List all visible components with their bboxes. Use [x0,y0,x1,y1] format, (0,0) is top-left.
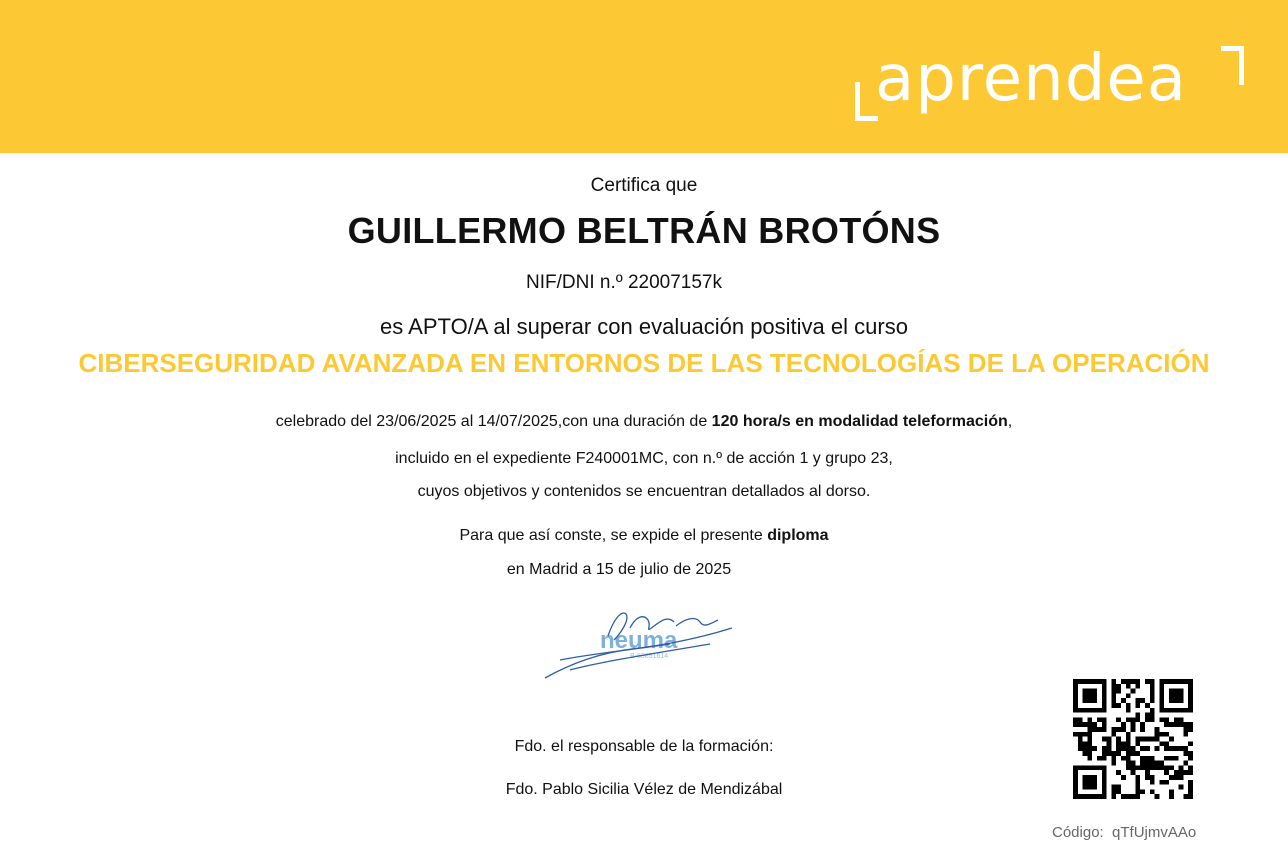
conste-text: Para que así conste, se expide el presente [459,527,768,544]
dates-line [0,413,1288,431]
course-title: CIBERSEGURIDAD AVANZADA EN ENTORNOS DE LAS TECNOLOGÍAS DE LA OPERACIÓN [78,348,1210,378]
place-date: 15 de julio de 2025 [595,561,732,578]
apto-text: es APTO/A al superar con evaluación positiva el curso [380,314,908,339]
nif-label: NIF/DNI n.º [526,272,623,293]
aprendea-logo [853,44,1248,124]
header-banner [0,0,1288,153]
stamp-text: neuma [600,627,678,654]
conste-line [0,527,1288,545]
dates-text: celebrado del 23/06/2025 al 14/07/2025,con una duración de [275,413,712,430]
nif-line [0,272,1268,294]
stamp-id: B-83851614 [630,653,669,660]
place-label: en Madrid a [506,561,592,578]
code-label: Código: [1052,824,1104,841]
expediente-line: incluido en el expediente F240001MC, con n.º de acción 1 y grupo 23, [395,450,893,467]
code-value: qTfUjmvAAo [1112,824,1197,841]
logo-text: aprendea [875,42,1187,116]
duration-text: 120 hora/s en modalidad teleformación [711,413,1008,430]
diploma-word: diploma [767,527,829,544]
logo-bracket-top-right [1221,46,1244,85]
signature-stamp [540,604,740,682]
qr-code [1073,679,1193,799]
dates-suffix: , [1007,413,1013,430]
verification-code [1052,824,1196,841]
nif-value: 22007157k [627,272,722,293]
certifica-que: Certifica que [590,175,698,196]
signer-name: Fdo. Pablo Sicilia Vélez de Mendizábal [505,781,783,798]
recipient-name: GUILLERMO BELTRÁN BROTÓNS [347,210,941,251]
objetivos-line: cuyos objetivos y contenidos se encuentran detallados al dorso. [417,483,871,500]
signer-role: Fdo. el responsable de la formación: [514,738,774,755]
place-date-line [0,561,1263,579]
